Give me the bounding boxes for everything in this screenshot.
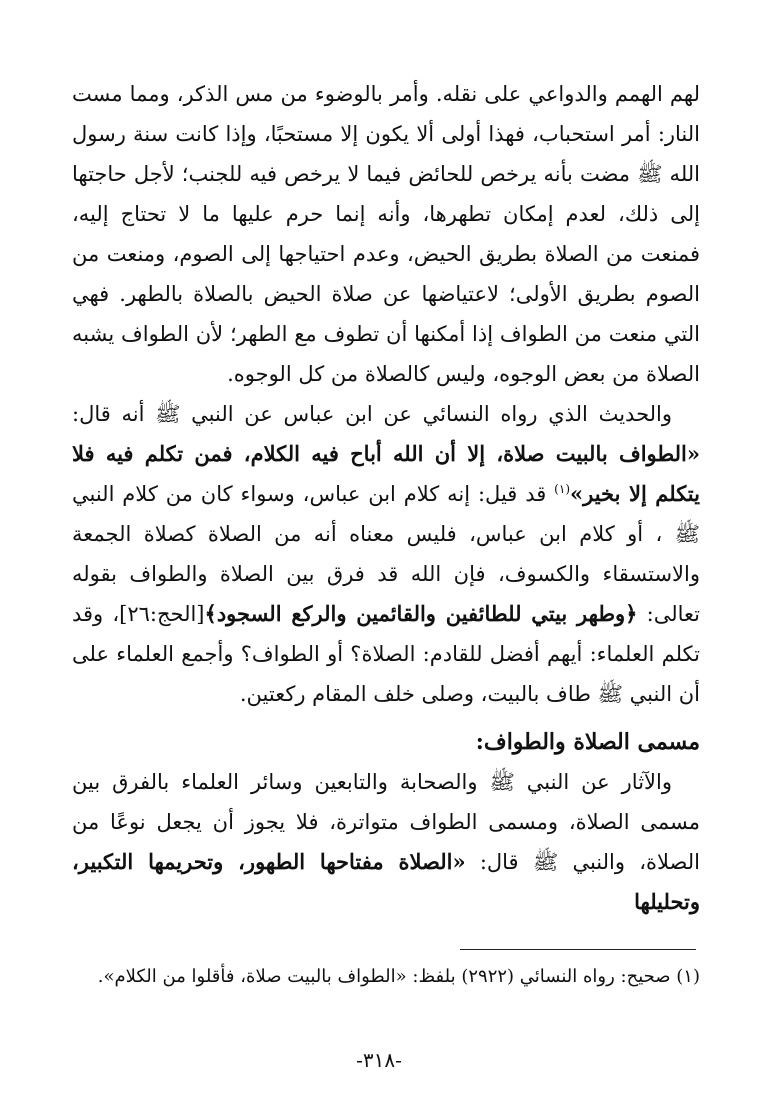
paragraph-1: لهم الهمم والدواعي على نقله. وأمر بالوضوء من مس الذكر، ومما مست النار: أمر استحباب، فهذا أولى ألا يكون إلا مستحبًا، وإذا كانت سنة رسول الله ﷺ مضت بأنه يرخص للحائض فيما لا يرخص فيه للجنب؛ لأجل حاجتها إلى ذلك، لعدم إمكان تطهرها، وأنه إنما حرم عليها ما لا تحتاج إليه، فمنعت من الصلاة بطريق الحيض، وعدم احتياجها إلى الصوم، ومنعت من الصوم بطريق الأولى؛ لاعتياضها عن صلاة الحيض بالصلاة بالطهر. فهي التي منعت من الطواف إذا أمكنها أن تطوف مع الطهر؛ لأن الطواف يشبه الصلاة من بعض الوجوه، وليس كالصلاة من كل الوجوه.: [72, 82, 700, 386]
hadith-intro: والحديث الذي رواه النسائي عن ابن عباس عن النبي ﷺ أنه قال:: [72, 402, 672, 426]
footnote-text: (١) صحيح: رواه النسائي (٢٩٢٢) بلفظ: «الطواف بالبيت صلاة، فأقلوا من الكلام».: [97, 966, 700, 987]
paragraph-3: [72, 762, 700, 922]
footnote-reference: (١): [554, 482, 570, 496]
quran-verse: ﴿وطهر بيتي للطائفين والقائمين والركع السجود﴾: [204, 601, 638, 626]
paragraph-2-end: ، وقد تكلم العلماء: أيهم أفضل للقادم: الصلاة؟ أو الطواف؟ وأجمع العلماء على أن النبي ﷺ طاف بالبيت، وصلى خلف المقام ركعتين.: [72, 602, 700, 706]
page-number: -٣١٨-: [356, 1048, 402, 1072]
paragraph-2: [72, 394, 700, 714]
section-heading: مسمى الصلاة والطواف:: [475, 729, 700, 755]
verse-reference: [الحج:٢٦]: [119, 602, 205, 626]
hadith-quote-2: «الصلاة مفتاحها الطهور، وتحريمها التكبير، وتحليلها: [72, 849, 700, 914]
paragraph-3-text: والآثار عن النبي ﷺ والصحابة والتابعين وسائر العلماء بالفرق بين مسمى الصلاة، ومسمى الطواف متواترة، فلا يجوز أن يجعل نوعًا من الصلاة، والنبي ﷺ قال:: [72, 770, 700, 874]
footnote-divider: [460, 949, 696, 950]
hadith-commentary: قد قيل: إنه كلام ابن عباس، وسواء كان من كلام النبي ﷺ ، أو كلام ابن عباس، فليس معناه أنه من الصلاة كصلاة الجمعة والاستسقاء والكسوف، فإن الله قد فرق بين الصلاة والطواف بقوله تعالى:: [72, 482, 700, 626]
hadith-quote: «الطواف بالبيت صلاة، إلا أن الله أباح فيه الكلام، فمن تكلم فيه فلا يتكلم إلا بخير»: [72, 441, 700, 506]
footnote: [72, 960, 700, 994]
main-text: [72, 74, 700, 922]
